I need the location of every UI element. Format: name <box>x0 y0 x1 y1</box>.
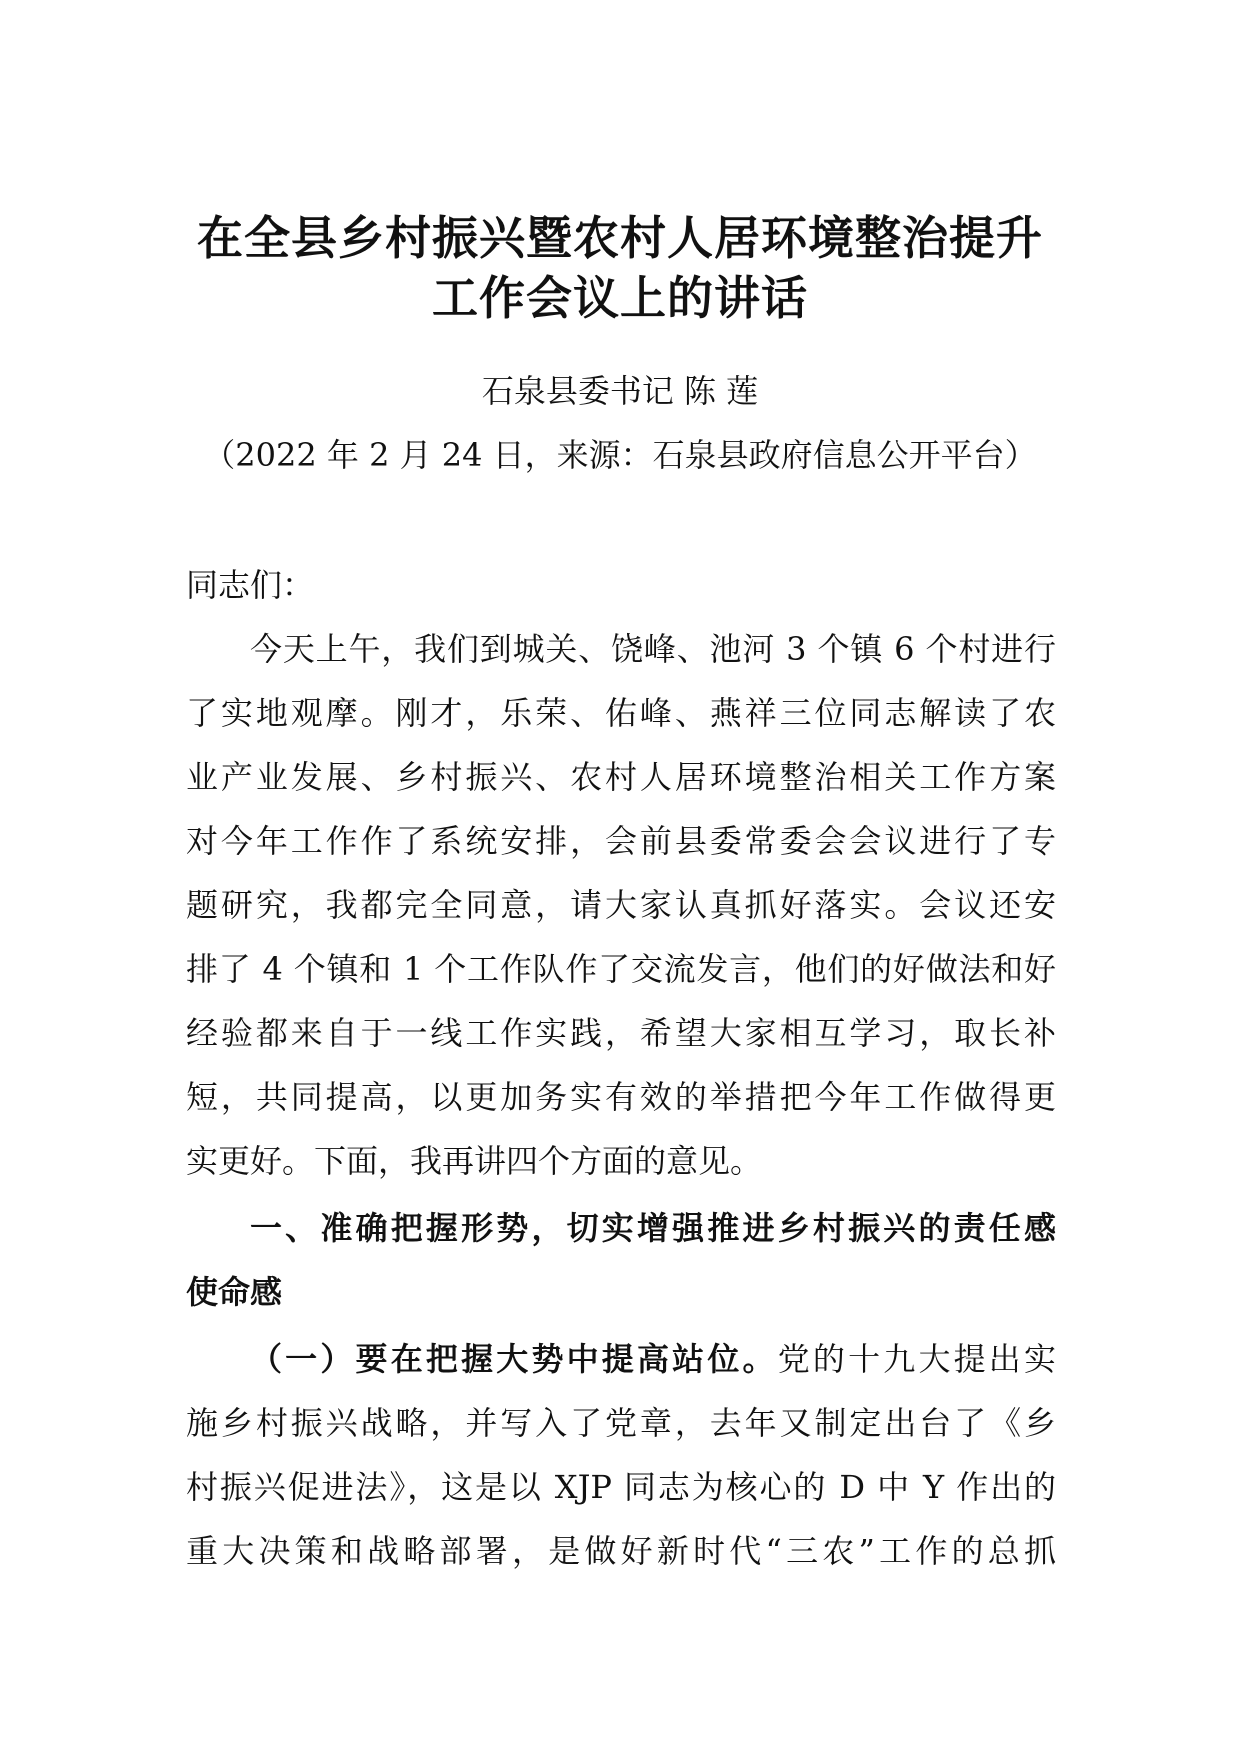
salutation: 同志们： <box>186 566 315 604</box>
document-title-line-2: 工作会议上的讲话 <box>432 271 808 325</box>
paragraph-line: 今天上午，我们到城关、饶峰、池河 3 个镇 6 个村进行 <box>250 630 1056 668</box>
paragraph-line: 短，共同提高，以更加务实有效的举措把今年工作做得更 <box>186 1078 1056 1116</box>
paragraph-line: 排了 4 个镇和 1 个工作队作了交流发言，他们的好做法和好 <box>186 950 1056 988</box>
paragraph-line: 施乡村振兴战略，并写入了党章，去年又制定出台了《乡 <box>186 1404 1056 1442</box>
author-line: 石泉县委书记 陈 莲 <box>481 372 759 410</box>
subsection-first-line <box>186 1337 1056 1381</box>
paragraph-line: 对今年工作作了系统安排，会前县委常委会会议进行了专 <box>186 822 1056 860</box>
document-title-line-1: 在全县乡村振兴暨农村人居环境整治提升 <box>197 211 1043 265</box>
subsection-text: 党的十九大提出实 <box>777 1340 1056 1378</box>
subsection-heading: （一）要在把握大势中提高站位。 <box>250 1340 778 1378</box>
paragraph-line: 重大决策和战略部署，是做好新时代“三农”工作的总抓 <box>186 1532 1056 1570</box>
paragraph-line: 村振兴促进法》，这是以 XJP 同志为核心的 D 中 Y 作出的 <box>186 1468 1056 1506</box>
source-line: （2022 年 2 月 24 日，来源：石泉县政府信息公开平台） <box>203 436 1037 474</box>
paragraph-line: 题研究，我都完全同意，请大家认真抓好落实。会议还安 <box>186 886 1056 924</box>
section-heading-line-2: 使命感 <box>186 1273 283 1311</box>
paragraph-line: 了实地观摩。刚才，乐荣、佑峰、燕祥三位同志解读了农 <box>186 694 1056 732</box>
paragraph-line: 实更好。下面，我再讲四个方面的意见。 <box>186 1142 763 1180</box>
paragraph-line: 经验都来自于一线工作实践，希望大家相互学习，取长补 <box>186 1014 1056 1052</box>
section-heading-line-1: 一、准确把握形势，切实增强推进乡村振兴的责任感 <box>250 1209 1056 1247</box>
paragraph-line: 业产业发展、乡村振兴、农村人居环境整治相关工作方案 <box>186 758 1056 796</box>
